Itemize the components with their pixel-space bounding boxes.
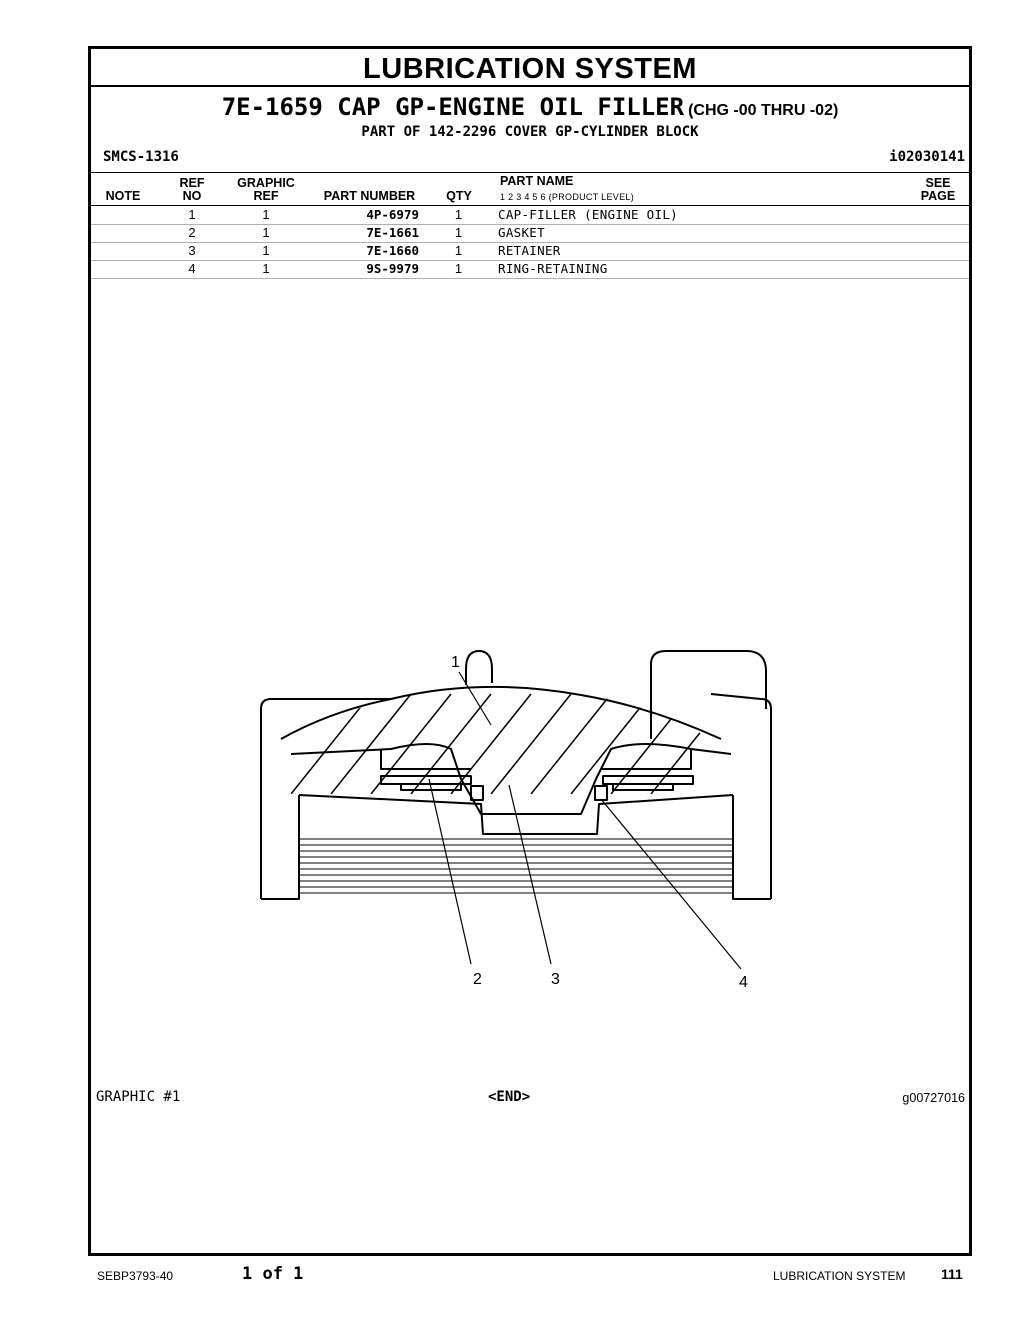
table-row [91, 224, 969, 243]
footer-doc-number: SEBP3793-40 [97, 1269, 174, 1283]
ref-no: 4 [188, 261, 196, 276]
header-see: SEE [925, 176, 951, 190]
callout-4: 4 [739, 974, 748, 991]
table-header-top-rule [91, 172, 969, 173]
header-part-number: PART NUMBER [323, 189, 416, 203]
header-ref-no: NO [182, 189, 202, 203]
header-graphic-ref: REF [253, 189, 279, 203]
document-id: i02030141 [889, 149, 965, 165]
table-row [91, 242, 969, 261]
part-number: 7E-1660 [366, 243, 419, 258]
header-note: NOTE [105, 189, 141, 203]
part-title: 7E-1659 CAP GP-ENGINE OIL FILLER [221, 93, 685, 121]
quantity: 1 [454, 207, 463, 222]
quantity: 1 [454, 225, 463, 240]
part-number: 9S-9979 [366, 261, 419, 276]
cap-flange [651, 651, 766, 739]
retainer-right [603, 776, 693, 784]
change-range: (CHG -00 THRU -02) [688, 102, 839, 119]
page-frame [88, 46, 972, 1256]
callout-2: 2 [473, 971, 482, 988]
header-product-levels: 1 2 3 4 5 6 (PRODUCT LEVEL) [500, 192, 634, 202]
part-name: CAP-FILLER (ENGINE OIL) [498, 207, 678, 222]
footer-section: LUBRICATION SYSTEM [773, 1269, 906, 1283]
table-row [91, 260, 969, 279]
ref-no: 1 [188, 207, 196, 222]
ref-no: 3 [188, 243, 196, 258]
end-marker: <END> [488, 1089, 531, 1105]
footer-page-number: 111 [941, 1266, 963, 1282]
section-title: LUBRICATION SYSTEM [363, 53, 697, 85]
cap-tab [466, 651, 492, 685]
graphic-ref: 1 [262, 261, 270, 276]
header-part-name: PART NAME [500, 174, 574, 188]
retainer-left [381, 776, 471, 784]
filler-cap-cross-section [251, 599, 821, 999]
graphic-ref: 1 [262, 243, 270, 258]
title-divider [91, 85, 969, 87]
header-qty: QTY [446, 189, 472, 203]
retaining-ring-right [595, 786, 607, 800]
header-ref: REF [179, 176, 205, 190]
quantity: 1 [454, 261, 463, 276]
table-row [91, 206, 969, 225]
cap-hatching [291, 694, 731, 794]
graphic-label: GRAPHIC #1 [96, 1089, 181, 1105]
part-subtitle: PART OF 142-2296 COVER GP-CYLINDER BLOCK [361, 124, 699, 140]
quantity: 1 [454, 243, 463, 258]
header-see-page: PAGE [920, 189, 956, 203]
part-number: 4P-6979 [366, 207, 419, 222]
part-name: RING-RETAINING [498, 261, 608, 276]
footer-page-count: 1 of 1 [242, 1264, 304, 1284]
graphic-id: g00727016 [902, 1091, 965, 1105]
header-graphic: GRAPHIC [237, 176, 295, 190]
callout-1: 1 [451, 654, 460, 671]
part-number: 7E-1661 [366, 225, 419, 240]
leader-2 [429, 779, 471, 964]
part-name: RETAINER [498, 243, 561, 258]
graphic-ref: 1 [262, 225, 270, 240]
part-heading [91, 93, 969, 121]
smcs-code: SMCS-1316 [103, 149, 179, 165]
thread-lines [299, 839, 733, 899]
callout-3: 3 [551, 971, 560, 988]
graphic-ref: 1 [262, 207, 270, 222]
part-name: GASKET [498, 225, 545, 240]
leader-1 [459, 672, 491, 725]
leader-4 [601, 799, 741, 969]
ref-no: 2 [188, 225, 196, 240]
